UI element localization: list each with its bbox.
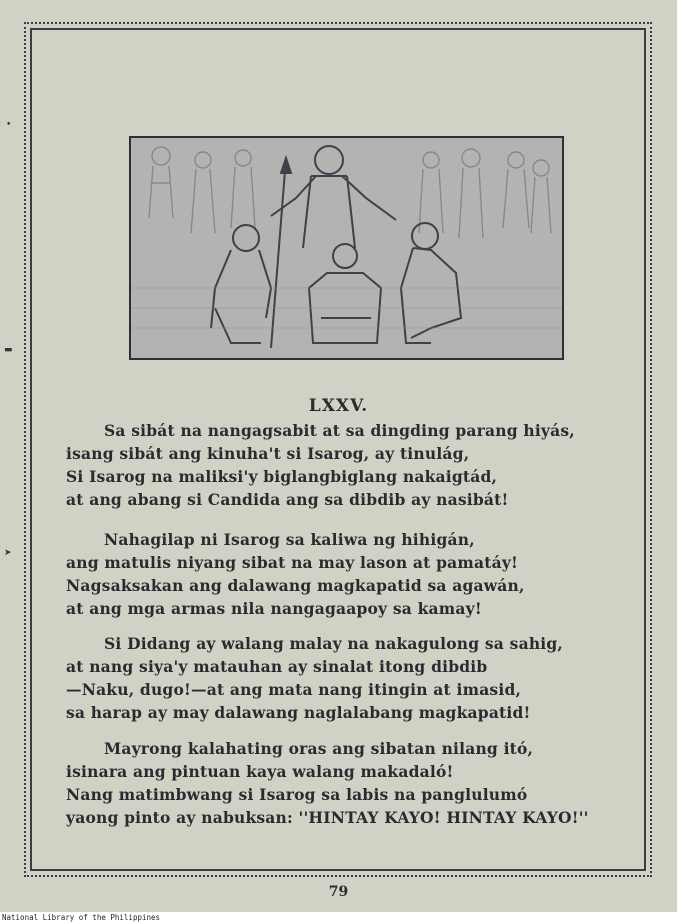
verse-line: —Naku, dugo!—at ang mata nang itingin at imasid, <box>66 680 522 699</box>
illustration-drawing <box>131 138 562 358</box>
margin-mark: • <box>6 120 12 130</box>
stanza-3 <box>66 632 626 724</box>
verse-line: at nang siya'y matauhan ay sinalat itong dibdib <box>66 657 488 676</box>
verse-line: Si Isarog na maliksi'y biglangbiglang nakaigtád, <box>66 467 498 486</box>
verse-line: at ang abang si Candida ang sa dibdib ay nasibát! <box>66 490 509 509</box>
footer-credit: National Library of the Philippines <box>0 912 677 923</box>
page-number: 79 <box>328 884 349 900</box>
verse-line: ang matulis niyang sibat na may lason at pamatáy! <box>66 553 519 572</box>
verse-line: isang sibát ang kinuha't si Isarog, ay tinulág, <box>66 444 470 463</box>
verse-line: at ang mga armas nila nangagaapoy sa kamay! <box>66 599 482 618</box>
chapter-heading: LXXV. <box>308 396 369 416</box>
chapter-illustration <box>129 136 564 360</box>
verse-line: Nagsaksakan ang dalawang magkapatid sa agawán, <box>66 576 525 595</box>
verse-line: Sa sibát na nangagsabit at sa dingding parang hiyás, <box>104 421 575 440</box>
stanza-4 <box>66 737 626 829</box>
verse-line: Nahagilap ni Isarog sa kaliwa ng hihigán, <box>104 530 475 549</box>
verse-line: isinara ang pintuan kaya walang makadaló! <box>66 762 454 781</box>
verse-line: Si Didang ay walang malay na nakagulong sa sahig, <box>104 634 564 653</box>
margin-mark: ▬ <box>4 345 13 355</box>
verse-line: yaong pinto ay nabuksan: ''HINTAY KAYO! HINTAY KAYO!'' <box>66 808 589 827</box>
stanza-1 <box>66 419 626 511</box>
verse-line: Nang matimbwang si Isarog sa labis na panglulumó <box>66 785 528 804</box>
verse-line: Mayrong kalahating oras ang sibatan nilang itó, <box>104 739 534 758</box>
verse-line: sa harap ay may dalawang naglalabang magkapatid! <box>66 703 531 722</box>
margin-mark: ➤ <box>4 548 12 558</box>
stanza-2 <box>66 528 626 620</box>
